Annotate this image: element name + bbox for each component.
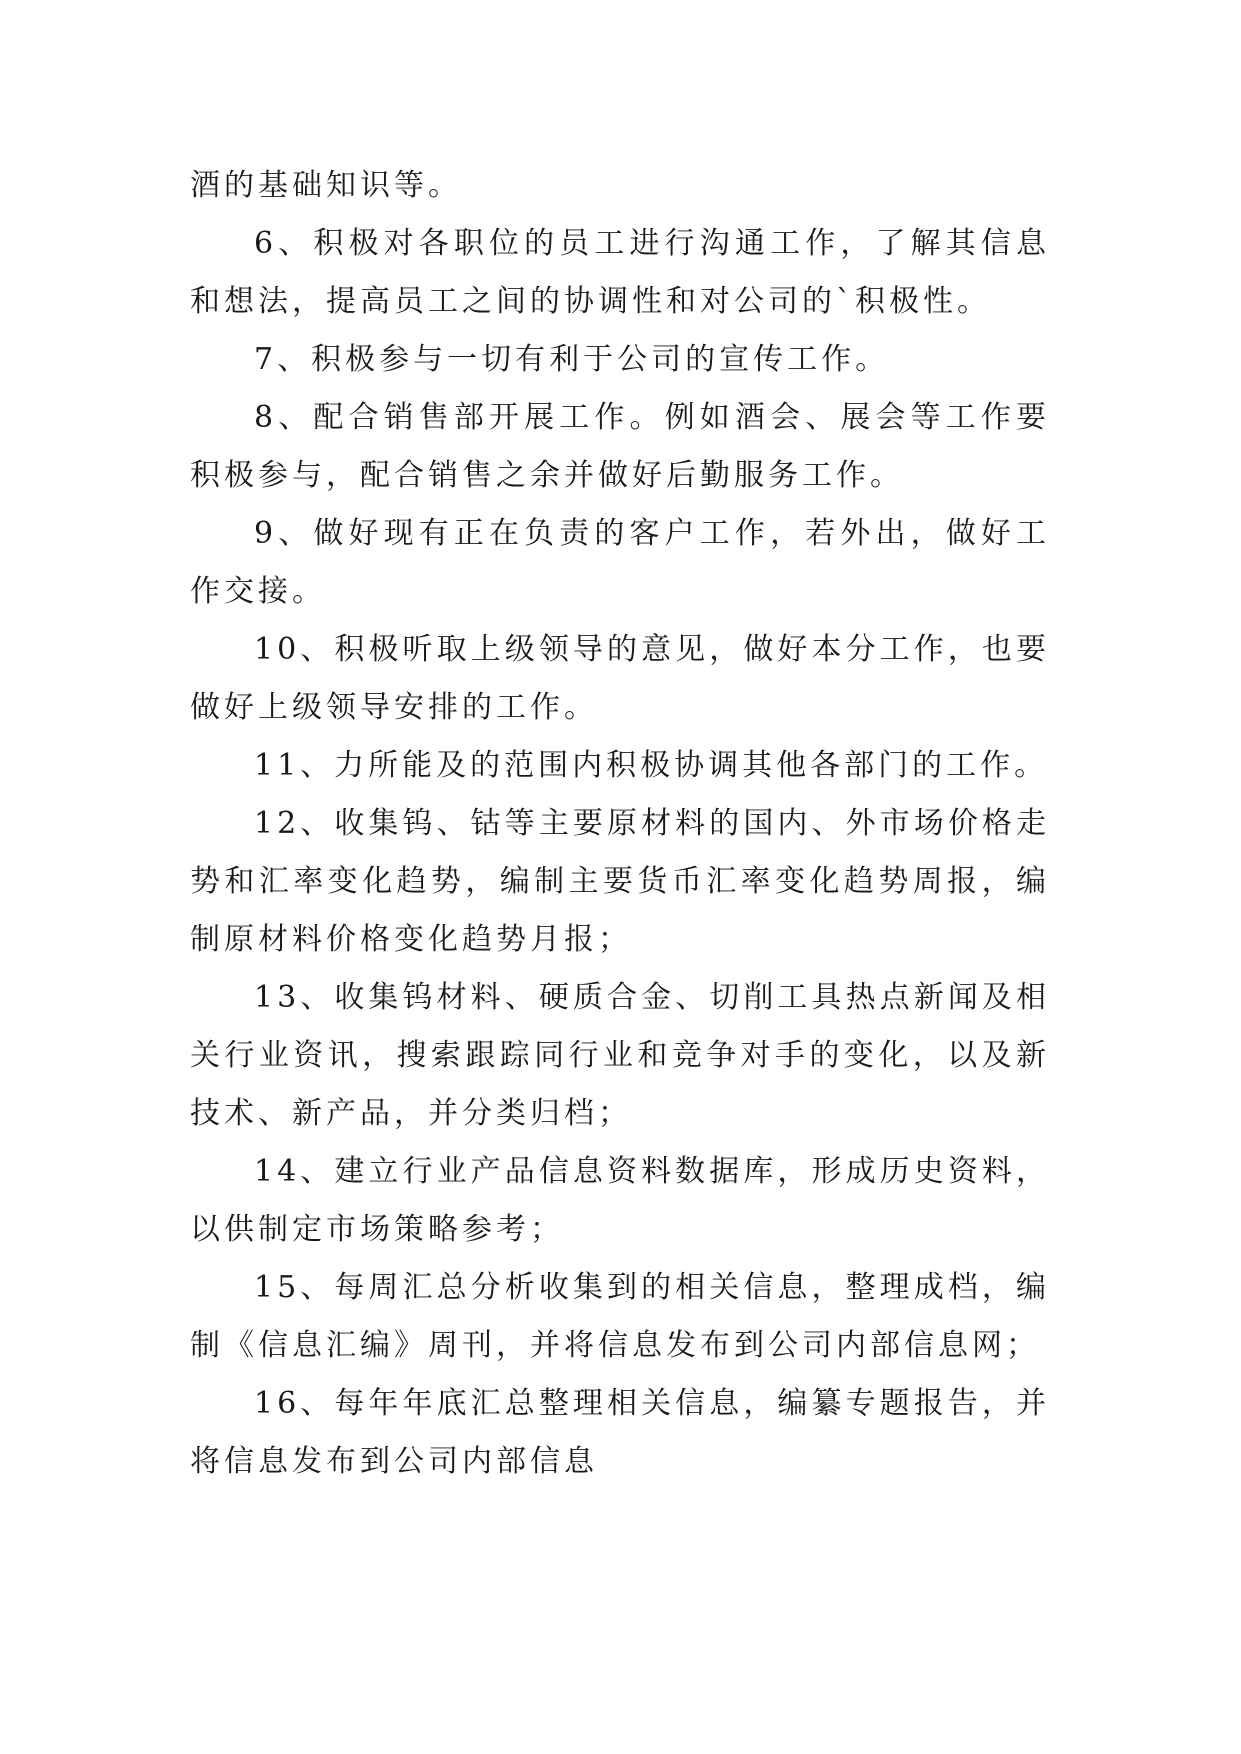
paragraph-10: 15、每周汇总分析收集到的相关信息，整理成档，编制《信息汇编》周刊，并将信息发布到公司内部信息网；	[190, 1270, 1050, 1363]
paragraph-5: 10、积极听取上级领导的意见，做好本分工作，也要做好上级领导安排的工作。	[190, 632, 1050, 725]
paragraph-8: 13、收集钨材料、硬质合金、切削工具热点新闻及相关行业资讯，搜索跟踪同行业和竞争对手的变化，以及新技术、新产品，并分类归档；	[190, 980, 1050, 1131]
paragraph-11: 16、每年年底汇总整理相关信息，编纂专题报告，并将信息发布到公司内部信息	[190, 1386, 1050, 1479]
paragraph-6: 11、力所能及的范围内积极协调其他各部门的工作。	[254, 748, 1049, 783]
paragraph-4: 9、做好现有正在负责的客户工作，若外出，做好工作交接。	[190, 516, 1050, 609]
paragraph-3: 8、配合销售部开展工作。例如酒会、展会等工作要积极参与，配合销售之余并做好后勤服务工作。	[190, 400, 1050, 493]
paragraph-9: 14、建立行业产品信息资料数据库，形成历史资料，以供制定市场策略参考；	[190, 1154, 1050, 1247]
document-body	[190, 157, 1050, 1491]
paragraph-0: 酒的基础知识等。	[190, 168, 462, 203]
paragraph-2: 7、积极参与一切有利于公司的宣传工作。	[254, 342, 890, 377]
paragraph-1: 6、积极对各职位的员工进行沟通工作，了解其信息和想法，提高员工之间的协调性和对公司的`积极性。	[190, 226, 1050, 319]
paragraph-7: 12、收集钨、钴等主要原材料的国内、外市场价格走势和汇率变化趋势，编制主要货币汇率变化趋势周报，编制原材料价格变化趋势月报；	[190, 806, 1050, 957]
